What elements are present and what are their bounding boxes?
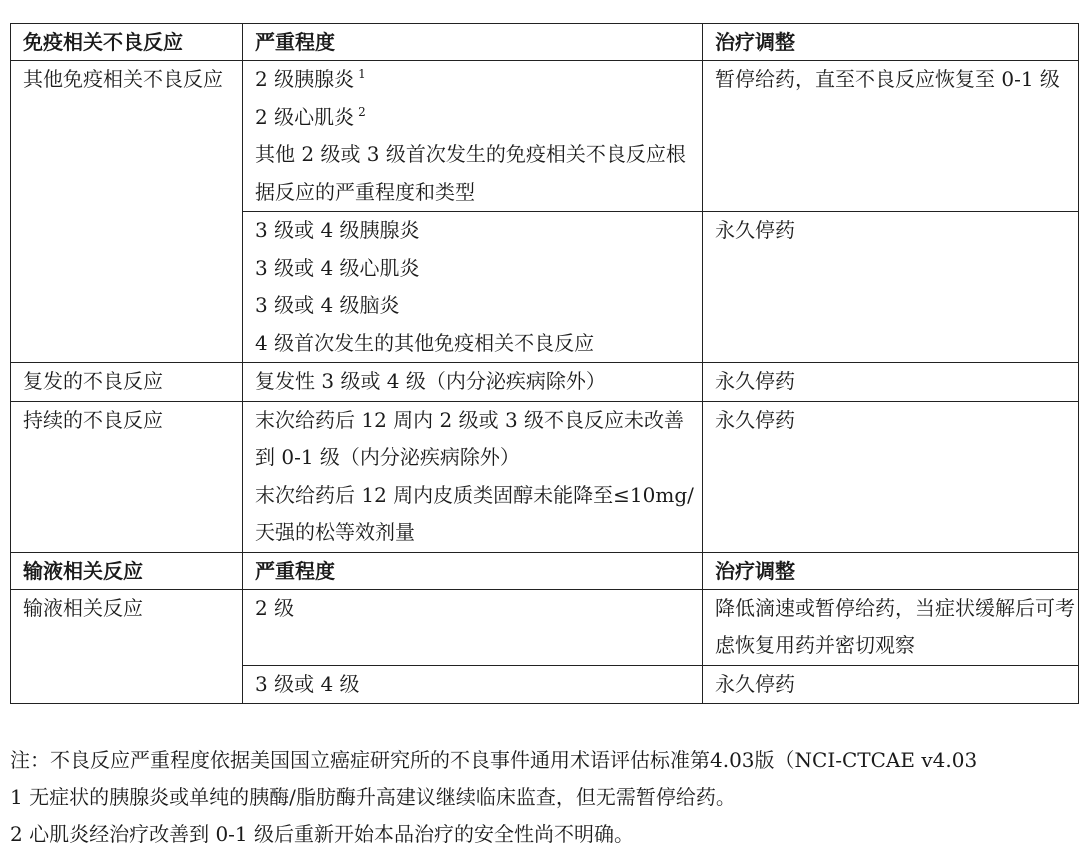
severity-cell: [243, 61, 703, 212]
severity-line: 3 级或 4 级胰腺炎: [255, 218, 420, 242]
adverse-reaction-table: [10, 23, 1079, 704]
severity-line: 4 级首次发生的其他免疫相关不良反应: [255, 330, 595, 355]
severity-cell: 3 级或 4 级: [243, 665, 703, 704]
severity-cell: 复发性 3 级或 4 级（内分泌疾病除外）: [243, 363, 703, 402]
table-header-infusion: [11, 552, 1079, 589]
header-cell-action: 治疗调整: [703, 24, 1079, 61]
severity-line: 2 级胰腺炎 $^1$: [255, 67, 366, 91]
severity-line: 2 级心肌炎 $^2$: [255, 104, 366, 129]
action-cell: 永久停药: [703, 665, 1079, 704]
severity-line: 3 级或 4 级脑炎: [255, 293, 400, 317]
category-cell: 复发的不良反应: [11, 363, 243, 402]
header-cell-severity: 严重程度: [243, 24, 703, 61]
footnote-marker: 2: [358, 104, 366, 119]
severity-line: 3 级或 4 级心肌炎: [255, 255, 420, 280]
severity-cell: [243, 212, 703, 363]
table-row: [11, 61, 1079, 212]
header-cell-action: 治疗调整: [703, 552, 1079, 589]
category-cell: 持续的不良反应: [11, 401, 243, 552]
footnote-2: 2 心肌炎经治疗改善到 0-1 级后重新开始本品治疗的安全性尚不明确。: [10, 822, 635, 846]
header-cell-category: 免疫相关不良反应: [11, 24, 243, 61]
footnotes: [10, 744, 1078, 855]
severity-cell: [243, 401, 703, 552]
header-cell-category: 输液相关反应: [11, 552, 243, 589]
severity-line: 末次给药后 12 周内 2 级或 3 级不良反应未改善到 0-1 级（内分泌疾病除外）: [255, 407, 685, 469]
severity-line: 其他 2 级或 3 级首次发生的免疫相关不良反应根据反应的严重程度和类型: [255, 142, 686, 204]
category-cell: 输液相关反应: [11, 589, 243, 704]
action-cell: 永久停药: [703, 363, 1079, 402]
table-row: [11, 363, 1079, 402]
table-row: [11, 401, 1079, 552]
severity-line: 末次给药后 12 周内皮质类固醇未能降至≤10mg/天强的松等效剂量: [255, 482, 694, 544]
action-cell: 暂停给药，直至不良反应恢复至 0-1 级: [703, 61, 1079, 212]
footnote-general: 注：不良反应严重程度依据美国国立癌症研究所的不良事件通用术语评估标准第4.03版（NCI-CTCAE v4.03: [10, 748, 978, 772]
table-header-immune: [11, 24, 1079, 61]
action-cell: 降低滴速或暂停给药，当症状缓解后可考虑恢复用药并密切观察: [703, 589, 1079, 665]
category-cell: 其他免疫相关不良反应: [11, 61, 243, 363]
action-cell: 永久停药: [703, 212, 1079, 363]
footnote-1: 1 无症状的胰腺炎或单纯的胰酶/脂肪酶升高建议继续临床监查，但无需暂停给药。: [10, 785, 736, 809]
header-cell-severity: 严重程度: [243, 552, 703, 589]
severity-cell: 2 级: [243, 589, 703, 665]
action-cell: 永久停药: [703, 401, 1079, 552]
table-row: [11, 589, 1079, 665]
footnote-marker: 1: [358, 67, 366, 82]
